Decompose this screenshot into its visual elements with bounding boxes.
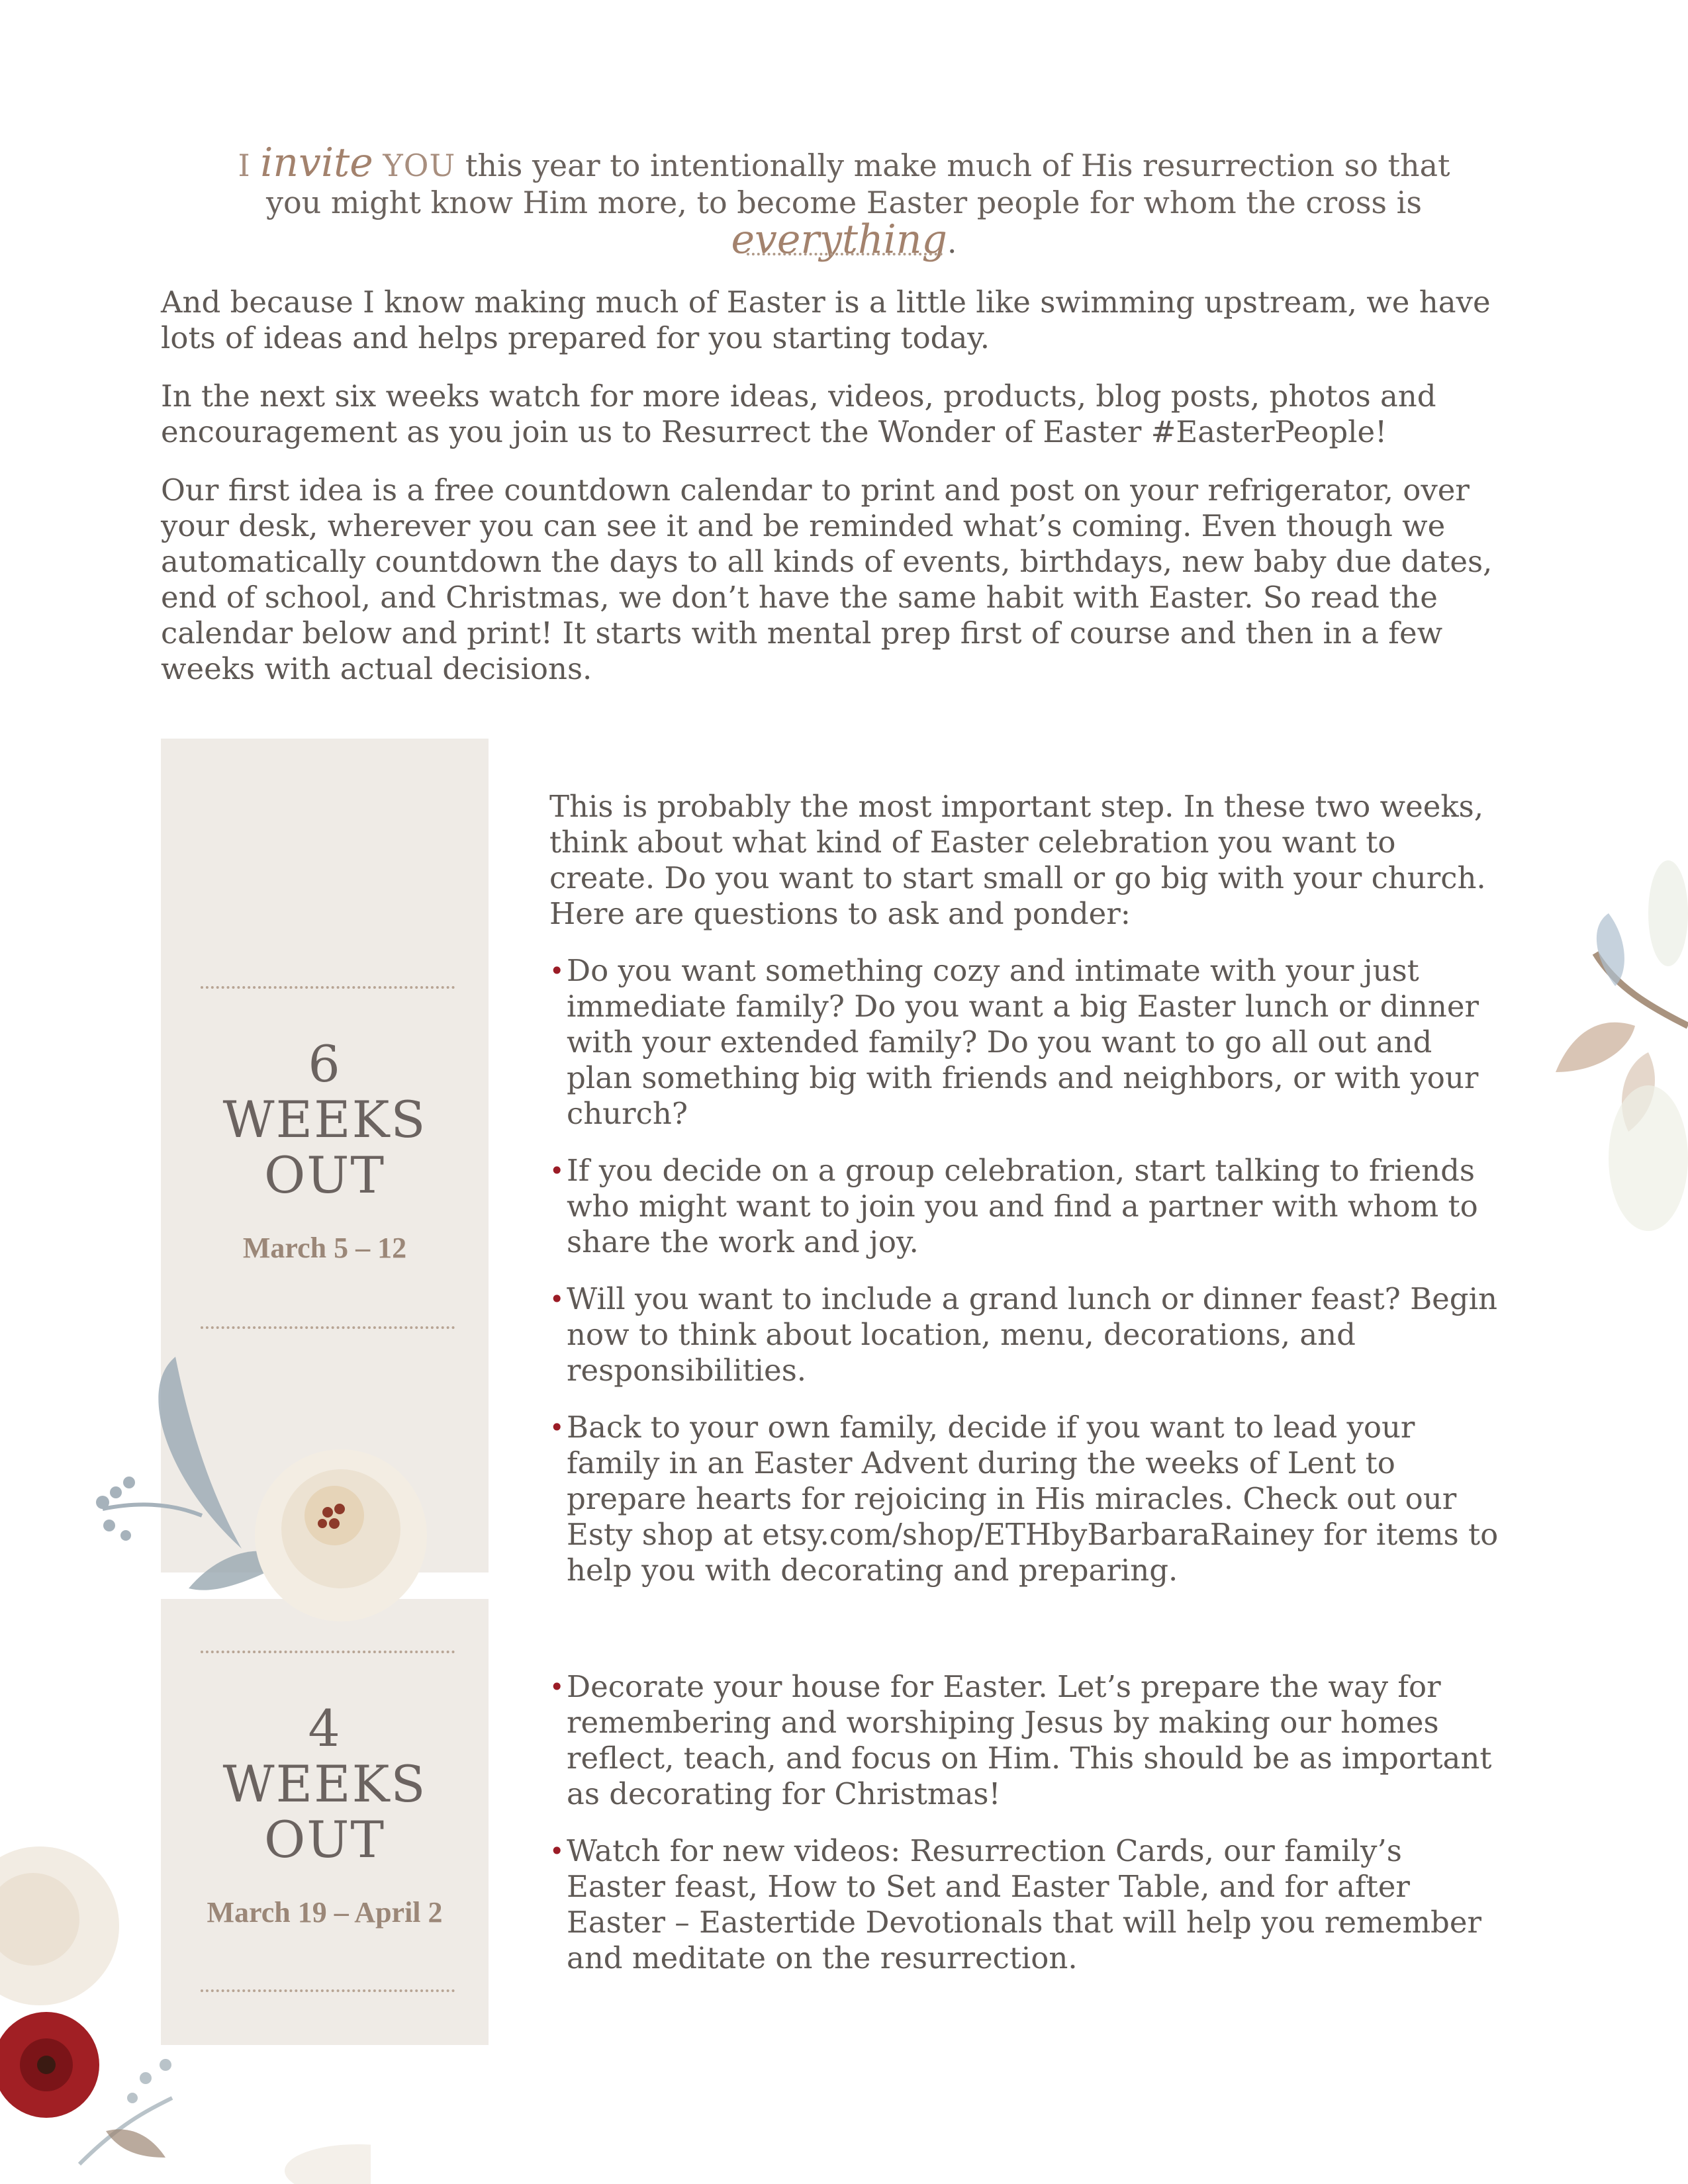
intro-i: I: [238, 148, 251, 183]
six-weeks-word: WEEKS: [222, 1090, 427, 1149]
six-weeks-intro: This is probably the most important step. In these two weeks, think about what kind of Easter celebration you want to create. Do you want to start small or go big with your church. Here are questions to ask and ponder:: [549, 789, 1486, 931]
intro-line-2: [159, 184, 1529, 261]
list-item: [549, 1410, 1503, 1588]
intro-line-2-text: you might know Him more, to become Easter people for whom the cross is: [266, 185, 1422, 220]
six-weeks-dates: March 5 – 12: [242, 1232, 407, 1264]
floral-rose-icon: [89, 1350, 460, 1635]
six-weeks-label: [161, 1036, 489, 1203]
bullet-dot: •: [549, 1285, 565, 1314]
four-weeks-content: [549, 1669, 1503, 1997]
list-item: [549, 1153, 1503, 1260]
bullet-dot: •: [549, 1672, 565, 1702]
bullet-dot: •: [549, 1413, 565, 1442]
list-item-text: Will you want to include a grand lunch or dinner feast? Begin now to think about location, menu, decorations, and responsibilities.: [567, 1281, 1497, 1388]
six-weeks-content: [549, 789, 1503, 1610]
bullet-dot: •: [549, 1837, 565, 1866]
six-weeks-bottom-rule: [201, 1326, 455, 1329]
four-weeks-word: WEEKS: [222, 1754, 427, 1813]
four-weeks-top-rule: [201, 1651, 455, 1653]
list-item-text: Back to your own family, decide if you want to lead your family in an Easter Advent during the weeks of Lent to prepare hearts for rejoicing in His miracles. Check out our Esty shop at etsy.com/shop/ETHbyBarbaraRainey for items to help you with decorating and preparing.: [567, 1410, 1499, 1588]
six-weeks-list: [549, 953, 1503, 1588]
intro-heading: [159, 140, 1529, 263]
six-weeks-number: 6: [308, 1034, 342, 1093]
six-weeks-top-rule: [201, 986, 455, 989]
floral-bottom-left-icon: [0, 1846, 371, 2184]
list-item-text: Decorate your house for Easter. Let’s prepare the way for remembering and worshiping Jesus by making our homes reflect, teach, and focus on Him. This should be as important as decorating for Christmas!: [567, 1669, 1492, 1811]
paragraph-1: And because I know making much of Easter is a little like swimming upstream, we have lots of ideas and helps prepared for you starting today.: [161, 285, 1491, 355]
list-item: [549, 1669, 1503, 1812]
intro-line-1: [159, 140, 1529, 186]
four-weeks-number: 4: [308, 1699, 342, 1758]
intro-you: YOU: [383, 148, 456, 183]
four-weeks-dates: March 19 – April 2: [207, 1896, 443, 1929]
list-item: [549, 953, 1503, 1132]
four-weeks-out: OUT: [263, 1810, 386, 1869]
four-weeks-label: [161, 1701, 489, 1868]
list-item-text: Watch for new videos: Resurrection Cards, our family’s Easter feast, How to Set and Easter Table, and for after Easter – Eastertide Devotionals that will help you remember and meditate on the resurrection.: [567, 1833, 1481, 1976]
bullet-dot: •: [549, 956, 565, 985]
intro-line-1-text: this year to intentionally make much of His resurrection so that: [465, 148, 1450, 183]
intro-period: .: [947, 224, 957, 260]
list-item-text: If you decide on a group celebration, start talking to friends who might want to join you and find a partner with whom to share the work and joy.: [567, 1153, 1478, 1259]
four-weeks-list: [549, 1669, 1503, 1976]
six-weeks-out: OUT: [263, 1146, 386, 1205]
paragraph-2: In the next six weeks watch for more ideas, videos, products, blog posts, photos and encouragement as you join us to Resurrect the Wonder of Easter #EasterPeople!: [161, 379, 1436, 449]
floral-right-icon: [1516, 854, 1688, 1264]
list-item: [549, 1833, 1503, 1976]
intro-divider: [747, 253, 943, 255]
intro-invite: invite: [260, 140, 373, 186]
list-item-text: Do you want something cozy and intimate with your just immediate family? Do you want a big Easter lunch or dinner with your extended family? Do you want to go all out and plan something big with friends and neighbors, or with your church?: [567, 953, 1479, 1131]
paragraph-3: Our first idea is a free countdown calendar to print and post on your refrigerator, over your desk, wherever you can see it and be reminded what’s coming. Even though we automatically countdown the days to all kinds of events, birthdays, new baby due dates, end of school, and Christmas, we don’t have the same habit with Easter. So read the calendar below and print! It starts with mental prep first of course and then in a few weeks with actual decisions.: [161, 473, 1493, 686]
list-item: [549, 1281, 1503, 1388]
intro-everything: everything: [731, 216, 947, 263]
bullet-dot: •: [549, 1156, 565, 1185]
